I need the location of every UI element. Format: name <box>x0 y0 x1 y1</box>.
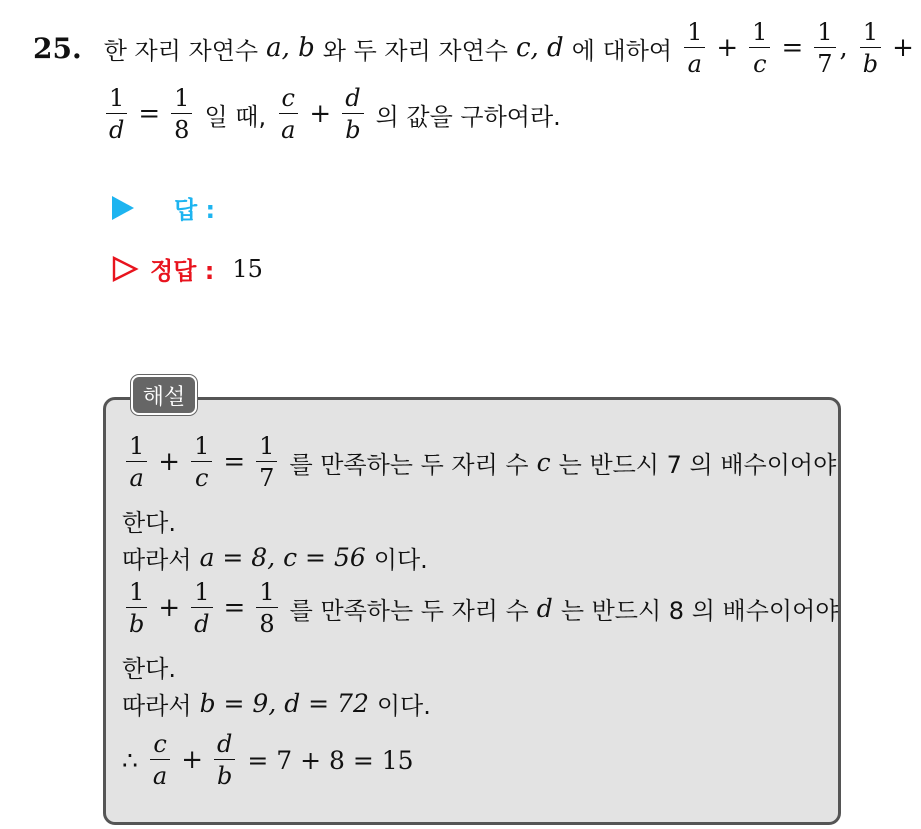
fraction-1-over-7: $\frac{1}{7}$ <box>814 20 835 76</box>
sol-line6-math: b = 9, d = 72 <box>199 688 369 718</box>
solution-line-3: 따라서 a = 8, c = 56 이다. <box>122 542 428 574</box>
play-triangle-icon <box>112 196 134 220</box>
solution-tag: 해설 <box>131 375 197 415</box>
sol-fraction-1-over-8: $\frac{1}{8}$ <box>256 580 277 636</box>
sol-line4-var: d <box>536 593 553 623</box>
outline-triangle-icon <box>112 256 138 282</box>
correct-answer-row <box>112 251 263 286</box>
problem-line-2: $\frac{1}{d}$ = $\frac{1}{8}$ 일 때, $\frac{c}{a}$ + $\frac{d}{b}$ 의 값을 구하여라. <box>102 84 561 144</box>
solution-line-4: $\frac{1}{b}$ + $\frac{1}{d}$ = $\frac{1}{8}$ 를 만족하는 두 자리 수 d 는 반드시 8 의 배수이어야 <box>122 578 838 638</box>
sol-line3-math: a = 8, c = 56 <box>199 542 366 572</box>
answer-label: 답 : <box>174 196 216 224</box>
fraction-1-over-c: $\frac{1}{c}$ <box>749 20 770 76</box>
solution-line-7: ∴ $\frac{c}{a}$ + $\frac{d}{b}$ = 7 + 8 = 15 <box>122 730 414 790</box>
sol-fraction-1-over-a: $\frac{1}{a}$ <box>126 434 147 490</box>
fraction-1-over-a: $\frac{1}{a}$ <box>684 20 705 76</box>
solution-line-5: 한다. <box>122 654 176 683</box>
problem-ask-text: 의 값을 구하여라. <box>375 102 561 131</box>
correct-answer-value: 15 <box>232 254 263 283</box>
sol-line4-text: 를 만족하는 두 자리 수 <box>289 596 529 625</box>
answer-row <box>112 190 215 225</box>
sol-fraction-c-over-a: $\frac{c}{a}$ <box>150 732 170 788</box>
sol-line4-tail: 는 반드시 8 의 배수이어야 <box>560 596 839 625</box>
solution-line-2: 한다. <box>122 508 176 537</box>
question-number: 25. <box>33 31 82 65</box>
problem-line-1: 25. 한 자리 자연수 a, b 와 두 자리 자연수 c, d 에 대하여 $\frac{1}{a}$ + $\frac{1}{c}$ = $\frac{1}{7}$ , $\frac{1}{b}$ + <box>33 18 914 78</box>
variables-cd: c, d <box>515 33 564 63</box>
therefore-symbol: ∴ <box>122 745 138 775</box>
final-result: = 7 + 8 = 15 <box>247 745 414 775</box>
fraction-1-over-d: $\frac{1}{d}$ <box>106 86 127 142</box>
problem-intro-text: 한 자리 자연수 <box>103 36 259 65</box>
solution-line-1: $\frac{1}{a}$ + $\frac{1}{c}$ = $\frac{1}{7}$ 를 만족하는 두 자리 수 c 는 반드시 7 의 배수이어야 <box>122 432 836 492</box>
fraction-d-over-b: $\frac{d}{b}$ <box>342 86 363 142</box>
sol-fraction-1-over-b: $\frac{1}{b}$ <box>126 580 147 636</box>
sol-line1-tail: 는 반드시 7 의 배수이어야 <box>558 450 837 479</box>
sol-line1-var: c <box>536 447 551 477</box>
fraction-c-over-a: $\frac{c}{a}$ <box>278 86 298 142</box>
solution-line-6: 따라서 b = 9, d = 72 이다. <box>122 688 431 720</box>
correct-answer-label: 정답 : <box>150 257 215 285</box>
sol-fraction-1-over-d: $\frac{1}{d}$ <box>191 580 212 636</box>
problem-for-text: 에 대하여 <box>571 36 673 65</box>
fraction-1-over-b: $\frac{1}{b}$ <box>860 20 881 76</box>
problem-mid-text: 와 두 자리 자연수 <box>322 36 508 65</box>
sol-line1-text: 를 만족하는 두 자리 수 <box>289 450 529 479</box>
sol-fraction-1-over-7: $\frac{1}{7}$ <box>256 434 277 490</box>
sol-fraction-1-over-c: $\frac{1}{c}$ <box>191 434 212 490</box>
variables-ab: a, b <box>266 33 315 63</box>
problem-when-text: 일 때, <box>204 102 267 131</box>
fraction-1-over-8: $\frac{1}{8}$ <box>171 86 192 142</box>
sol-fraction-d-over-b: $\frac{d}{b}$ <box>214 732 235 788</box>
